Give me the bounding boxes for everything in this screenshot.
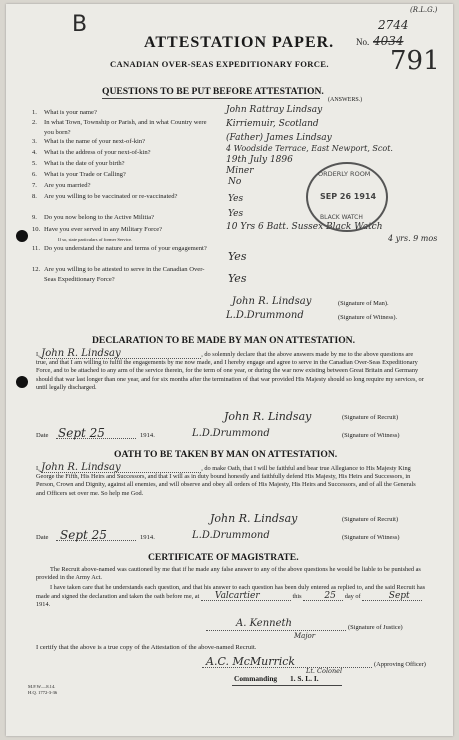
form-code: M.F.W.—8.14. xyxy=(28,684,56,689)
question-3: 3. What is the name of your next-of-kin? xyxy=(32,138,146,145)
commanding-label: Commanding xyxy=(234,674,278,683)
oath-date-line xyxy=(56,540,136,541)
answer-6: Miner xyxy=(226,166,254,176)
q10-note: If so, state particulars of former Service. xyxy=(58,236,133,242)
answer-7: No xyxy=(228,177,242,187)
oath-date-label: Date xyxy=(36,534,49,541)
question-5: 5. What is the date of your birth? xyxy=(32,160,125,167)
declaration-date-line xyxy=(56,438,136,439)
oath-witness-signature: L.D.Drummond xyxy=(192,530,270,541)
declaration-heading: DECLARATION TO BE MADE BY MAN ON ATTESTATION. xyxy=(92,335,355,346)
commanding-underline xyxy=(232,685,342,686)
justice-signature: A. Kenneth xyxy=(236,618,292,629)
magistrate-heading: CERTIFICATE OF MAGISTRATE. xyxy=(148,552,299,563)
magistrate-para-1: The Recruit above-named was cautioned by me that if he made any false answer to any of the above questions he would be liable to be punished as provided in the Army Act. xyxy=(36,566,421,582)
page-title: ATTESTATION PAPER. xyxy=(144,34,335,51)
regimental-number: 791 xyxy=(390,46,440,76)
magistrate-day: 25 xyxy=(303,592,343,601)
question-9: 9. Do you now belong to the Active Militia? xyxy=(32,214,155,221)
declaration-date-label: Date xyxy=(36,432,49,439)
question-12: 12. Are you willing to be attested to serve in the Canadian Over-Seas Expeditionary Force? xyxy=(32,266,205,283)
page-subtitle: CANADIAN OVER-SEAS EXPEDITIONARY FORCE. xyxy=(110,59,329,69)
oath-recruit-signature: John R. Lindsay xyxy=(210,512,298,525)
reference-note: (R.L.G.) xyxy=(410,6,438,14)
justice-rank: Major xyxy=(294,632,316,640)
question-list xyxy=(32,108,222,285)
oath-year: 1914. xyxy=(140,534,155,541)
magistrate-month: Sept xyxy=(362,592,422,601)
oath-witness-label: (Signature of Witness) xyxy=(342,534,400,541)
declaration-witness-label: (Signature of Witness) xyxy=(342,432,400,439)
answer-9: Yes xyxy=(228,209,244,219)
answer-1: John Rattray Lindsay xyxy=(226,105,323,115)
question-11: 11. Do you understand the nature and terms of your engagement? xyxy=(32,245,207,252)
oath-heading: OATH TO BE TAKEN BY MAN ON ATTESTATION. xyxy=(114,449,338,460)
approving-officer-signature: A.C. McMurrick xyxy=(206,655,296,668)
stamp-bottom-text: BLACK WATCH xyxy=(320,214,363,221)
declaration-witness-signature: L.D.Drummond xyxy=(192,428,270,439)
attestation-paper xyxy=(6,4,453,736)
punch-hole-bottom xyxy=(16,376,28,388)
orderly-room-stamp xyxy=(306,162,388,232)
certify-text: I certify that the above is a true copy of the Attestation of the above-named Recruit. xyxy=(36,644,257,651)
oath-text: , do make Oath, that I will be faithful and bear true Allegiance to His Majesty King George the Fifth, His Heirs and Successors, and that I will as in duty bound honestly and faithfully defend His Majesty, His Heirs and Successors, in Person, Crown and Dignity, against all enemies, and will observe and obey all orders of His Majesty, His Heirs and Successors, and of all the Generals and Officers set over me. So help me God. xyxy=(36,465,416,497)
oath-name: John R. Lindsay xyxy=(41,464,201,473)
questions-heading: QUESTIONS TO BE PUT BEFORE ATTESTATION. xyxy=(102,86,324,97)
question-7: 7. Are you married? xyxy=(32,182,91,189)
answer-12: Yes xyxy=(228,272,247,285)
declaration-year: 1914. xyxy=(140,432,155,439)
declaration-name: John R. Lindsay xyxy=(41,350,201,359)
answer-11: Yes xyxy=(228,250,247,263)
oath-recruit-label: (Signature of Recruit) xyxy=(342,516,399,523)
question-8: 8. Are you willing to be vaccinated or re-vaccinated? xyxy=(32,193,178,200)
answer-8: Yes xyxy=(228,194,244,204)
declaration-body: I, John R. Lindsay , do solemnly declare that the above answers made by me to the above questions are true, and that I am willing to fulfil the engagements by me now made, and I hereby engage and agree to serve in the Canadian Over-Seas Expeditionary Force, and to be attached to any arm of the service therein, for the term of one year, or during the war now existing between Great Britain and Germany should that war last longer than one year, and for six months after the termination of that war provided His Majesty should so long require my services, or until legally discharged. xyxy=(36,348,424,391)
handwritten-number-1: 2744 xyxy=(378,18,409,32)
justice-signature-line xyxy=(206,630,346,631)
stamp-date: SEP 26 1914 xyxy=(320,192,377,201)
approving-officer-line xyxy=(202,667,372,668)
oath-body: I, John R. Lindsay , do make Oath, that I will be faithful and bear true Allegiance to His Majesty King George the Fifth, His Heirs and Successors, and that I will as in duty bound honestly and faithfully defend His Majesty, His Heirs and Successors, in Person, Crown and Dignity, against all enemies, and will observe and obey all orders of His Majesty, His Heirs and Successors, and of all the Generals and Officers set over me. So help me God. xyxy=(36,462,416,497)
signature-of-witness-label: (Signature of Witness). xyxy=(338,314,398,321)
justice-signature-label: (Signature of Justice) xyxy=(348,624,403,631)
answer-10: 10 Yrs 6 Batt. Sussex Black Watch xyxy=(226,222,383,232)
answers-label: (ANSWERS.) xyxy=(328,97,363,103)
declaration-recruit-signature: John R. Lindsay xyxy=(224,410,312,423)
answer-3: (Father) James Lindsay xyxy=(226,133,332,143)
answer-4: 4 Woodside Terrace, East Newport, Scot. xyxy=(226,144,393,153)
declaration-text: , do solemnly declare that the above answers made by me to the above questions are true, and that I am willing to fulfil the engagements by me now made, and I hereby engage and agree to serve in the Canadian Over-Seas Expeditionary Force, and to be attached to any arm of the service therein, for the term of one year, or during the war now existing between Great Britain and Germany should that war last longer than one year, and for six months after the termination of that war provided His Majesty should so long require my services, or until legally discharged. xyxy=(36,351,424,391)
handwritten-number-2: 4034 xyxy=(373,34,404,48)
declaration-date: Sept 25 xyxy=(58,426,105,440)
answer-2: Kirriemuir, Scotland xyxy=(226,119,319,129)
oath-date: Sept 25 xyxy=(60,528,107,542)
magistrate-para-2: I have taken care that he understands each question, and that his answer to each question has been duly entered as replied to, and the said Recruit has made and signed the declaration and taken the oath before me, at Valcartier this 25 day of Sept 1914. xyxy=(36,584,426,609)
stamp-top-text: ORDERLY ROOM xyxy=(318,170,371,178)
approving-officer-label: (Approving Officer) xyxy=(374,661,426,668)
declaration-recruit-label: (Signature of Recruit) xyxy=(342,414,399,421)
commanding-unit: 1. S. L. I. xyxy=(290,674,319,683)
heading-underline xyxy=(102,98,320,99)
officer-rank: Lt. Colonel xyxy=(306,667,343,675)
punch-hole-top xyxy=(16,230,28,242)
question-2: 2. In what Town, Township or Parish, and in what Country were you born? xyxy=(32,119,207,136)
question-4: 4. What is the address of your next-of-kin? xyxy=(32,149,151,156)
corner-mark: B xyxy=(72,12,88,37)
question-10: 10. Have you ever served in any Military Force? If so, state particulars of former Service. xyxy=(32,226,163,242)
question-6: 6. What is your Trade or Calling? xyxy=(32,171,126,178)
answer-5: 19th July 1896 xyxy=(226,155,293,165)
signature-of-witness: L.D.Drummond xyxy=(226,310,304,321)
signature-of-man: John R. Lindsay xyxy=(232,296,312,307)
print-code: H.Q. 1772-3-36 xyxy=(28,690,58,695)
magistrate-place: Valcartier xyxy=(201,592,291,601)
signature-of-man-label: (Signature of Man). xyxy=(338,300,389,307)
number-label: No. xyxy=(356,37,370,47)
q10-margin-note: 4 yrs. 9 mos xyxy=(388,234,438,243)
question-1: 1. What is your name? xyxy=(32,109,97,116)
